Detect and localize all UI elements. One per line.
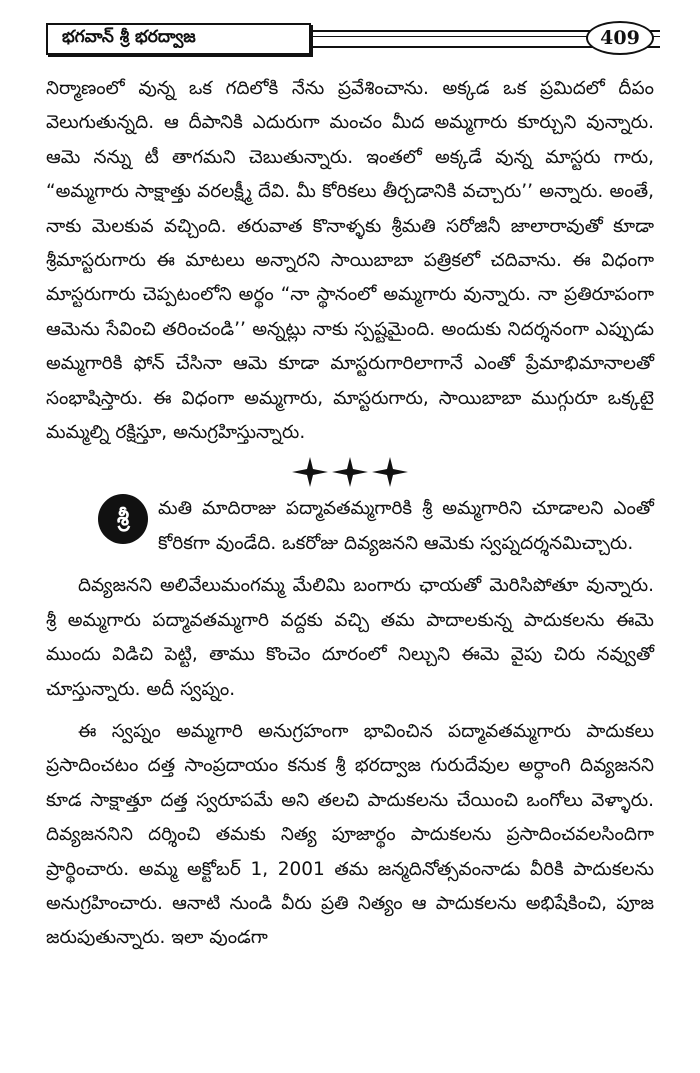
paragraph-1: నిర్మాణంలో వున్న ఒక గదిలోకి నేను ప్రవేశించాను. అక్కడ ఒక ప్రమిదలో దీపం వెలుగుతున్నది. ఆ దీపానికి ఎదురుగా మంచం మీద అమ్మగారు కూర్చుని వున్నారు. ఆమె నన్ను టీ తాగమని చెబుతున్నారు. ఇంతలో అక్కడే వున్న మాస్టరు గారు, “అమ్మగారు సాక్షాత్తు వరలక్ష్మీ దేవి. మీ కోరికలు తీర్చడానికి వచ్చారు’’ అన్నారు. అంతే, నాకు మెలకువ వచ్చింది. తరువాత కొనాళ్ళకు శ్రీమతి సరోజినీ జాలారావుతో కూడా శ్రీమాస్టరుగారు ఈ మాటలు అన్నారని సాయిబాబా పత్రికలో చదివాను. ఈ విధంగా మాస్టరుగారు చెప్పటంలోని అర్థం “నా స్థానంలో అమ్మగారు వున్నారు. నా ప్రతిరూపంగా ఆమెను సేవించి తరించండి’’ అన్నట్లు నాకు స్పష్టమైంది. అందుకు నిదర్శనంగా ఎప్పుడు అమ్మగారికి ఫోన్ చేసినా ఆమె కూడా మాస్టరుగారిలాగానే ఎంతో ప్రేమాభిమానాలతో సంభాషిస్తారు. ఈ విధంగా అమ్మగారు, మాస్టరుగారు, సాయిబాబా ముగ్గురూ ఒక్కటై మమ్మల్ని రక్షిస్తూ, అనుగ్రహిస్తున్నారు. (46, 78, 654, 444)
book-title-box (46, 23, 311, 55)
drop-cap-letter: శ్రీ (98, 494, 148, 544)
paragraph-4: ఈ స్వప్నం అమ్మగారి అనుగ్రహంగా భావించిన పద్మావతమ్మగారు పాదుకలు ప్రసాదించటం దత్త సాంప్రదాయం కనుక శ్రీ భరద్వాజ గురుదేవుల అర్ధాంగి దివ్యజనని కూడ సాక్షాత్తూ దత్త స్వరూపమే అని తలచి పాదుకలను చేయించి ఒంగోలు వెళ్ళారు. దివ్యజననిని దర్శించి తమకు నిత్య పూజార్థం పాదుకలను ప్రసాదించవలసిందిగా ప్రార్థించారు. అమ్మ అక్టోబర్ 1, 2001 తమ జన్మదినోత్సవంనాడు వీరికి పాదుకలను అనుగ్రహించారు. ఆనాటి నుండి వీరు ప్రతి నిత్యం ఆ పాదుకలను అభిషేకించి, పూజ జరుపుతున్నారు. ఇలా వుండగా (46, 720, 654, 949)
star-ornament-icon (372, 457, 408, 487)
star-ornament-icon (332, 457, 368, 487)
page-body (46, 72, 654, 956)
book-title: భగవాన్ శ్రీ భరద్వాజ (62, 27, 196, 47)
running-header (46, 20, 660, 58)
paragraph-2 (46, 492, 654, 561)
star-ornament-icon (292, 457, 328, 487)
paragraph-3: దివ్యజనని అలివేలుమంగమ్మ మేలిమి బంగారు ఛాయతో మెరిసిపోతూ వున్నారు. శ్రీ అమ్మగారు పద్మావతమ్మగారి వద్దకు వచ్చి తమ పాదాలకున్న పాదుకలను ఈమె ముందు విడిచి పెట్టి, తాము కొంచెం దూరంలో నిల్చుని ఈమె వైపు చిరు నవ్వుతో చూస్తున్నారు. అదీ స్వప్నం. (46, 575, 654, 700)
page-number: 409 (586, 21, 654, 55)
paragraph-2-text: మతి మాదిరాజు పద్మావతమ్మగారికి శ్రీ అమ్మగారిని చూడాలని ఎంతో కోరికగా వుండేది. ఒకరోజు దివ్యజనని ఆమెకు స్వప్నదర్శనమిచ్చారు. (158, 498, 654, 554)
section-divider-ornament (46, 452, 654, 492)
